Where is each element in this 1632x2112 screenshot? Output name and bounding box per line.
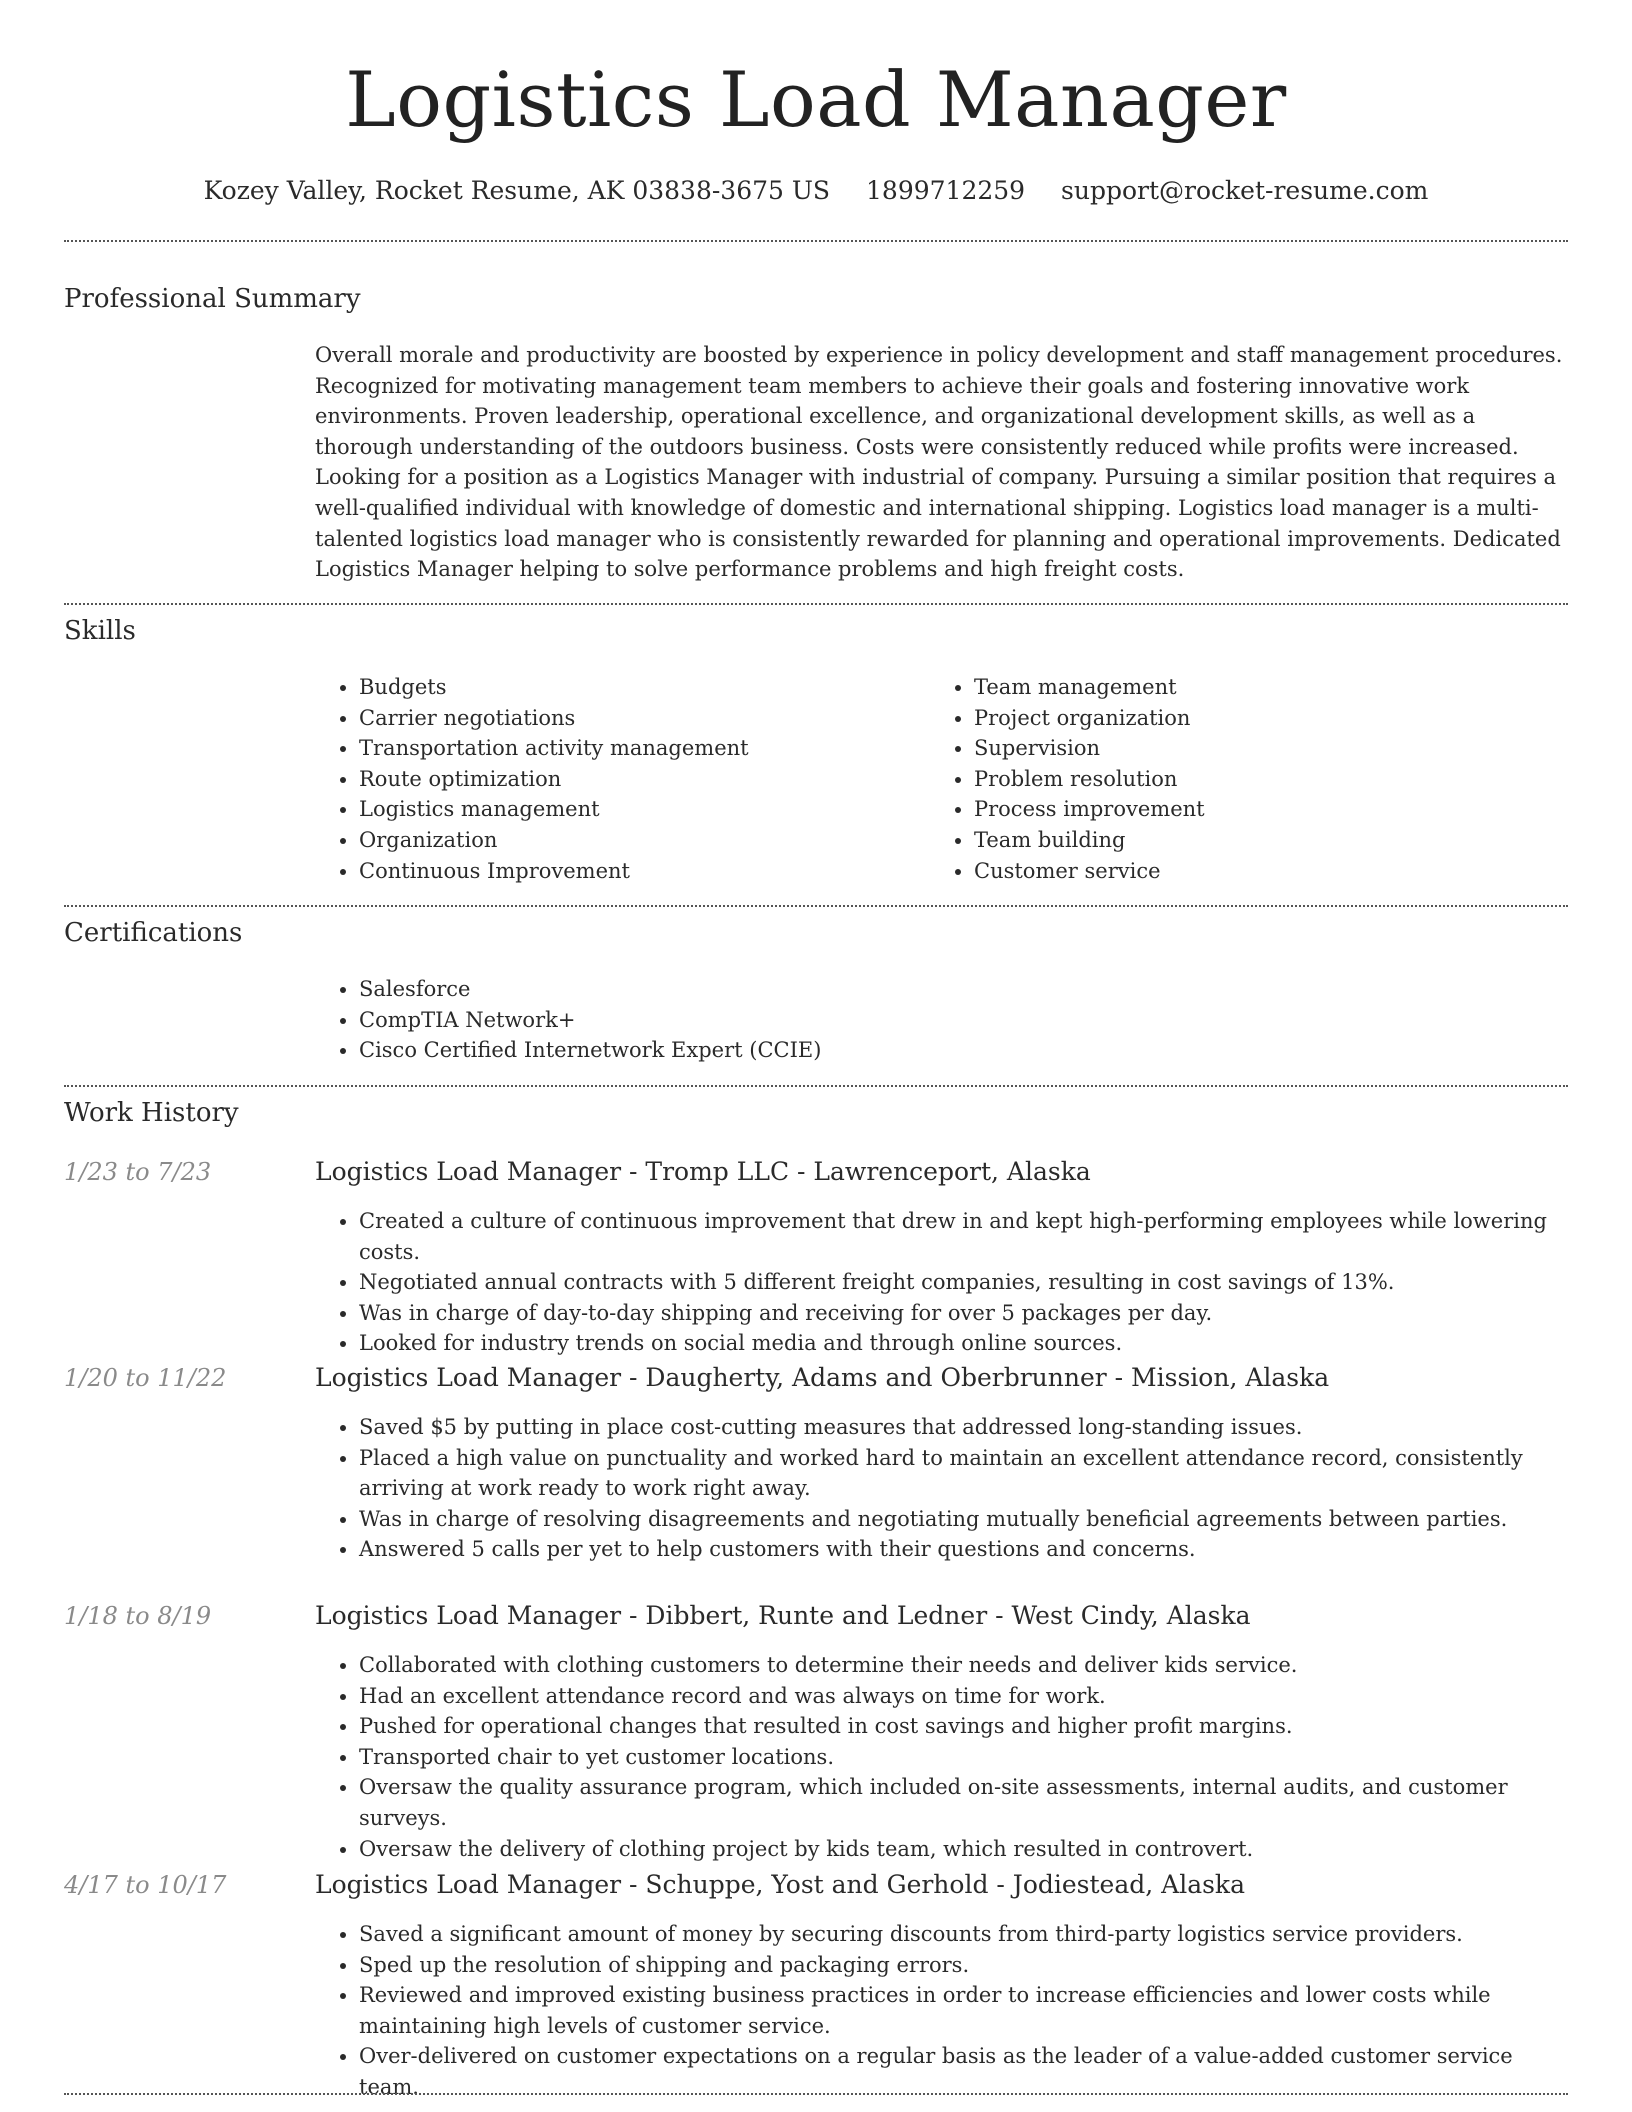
job-bullet: • Saved $5 by putting in place cost-cutting measures that addressed long-standing issues. <box>359 1412 1575 1443</box>
skill-item: • Customer service <box>974 856 1530 887</box>
job-bullet: • Oversaw the quality assurance program, which included on-site assessments, internal audits, and customer surveys. <box>359 1772 1575 1833</box>
contact-line <box>0 174 1632 208</box>
job-bullets <box>315 1206 1575 1359</box>
job-bullet: • Collaborated with clothing customers to determine their needs and deliver kids service. <box>359 1650 1575 1681</box>
job-bullet: • Reviewed and improved existing business practices in order to increase efficiencies and lower costs while maintaining high levels of customer service. <box>359 1980 1575 2041</box>
job-title: Logistics Load Manager - Daugherty, Adams and Oberbrunner - Mission, Alaska <box>315 1363 1330 1392</box>
skill-item: • Budgets <box>359 672 915 703</box>
job-bullet: • Saved a significant amount of money by securing discounts from third-party logistics service providers. <box>359 1919 1575 1950</box>
job-title: Logistics Load Manager - Tromp LLC - Lawrenceport, Alaska <box>315 1157 1091 1186</box>
job-title: Logistics Load Manager - Schuppe, Yost and Gerhold - Jodiestead, Alaska <box>315 1870 1245 1899</box>
summary-text: Overall morale and productivity are boosted by experience in policy development and staff management procedures. Recognized for motivating management team members to achieve their goals and fostering innovative work environments. Proven leadership, operational excellence, and organizational development skills, as well as a thorough understanding of the outdoors business. Costs were consistently reduced while profits were increased. Looking for a position as a Logistics Manager with industrial of company. Pursuing a similar position that requires a well-qualified individual with knowledge of domestic and international shipping. Logistics load manager is a multi-talented logistics load manager who is consistently rewarded for planning and operational improvements. Dedicated Logistics Manager helping to solve performance problems and high freight costs. <box>315 343 1563 582</box>
resume-header <box>0 0 1632 208</box>
job-bullets <box>315 1650 1575 1864</box>
job-title: Logistics Load Manager - Dibbert, Runte and Ledner - West Cindy, Alaska <box>315 1601 1251 1630</box>
skill-item: • Process improvement <box>974 794 1530 825</box>
skill-item: • Team building <box>974 825 1530 856</box>
work-history-heading: Work History <box>64 1098 239 1128</box>
skill-item: • Team management <box>974 672 1530 703</box>
job-bullet: • Over-delivered on customer expectations on a regular basis as the leader of a value-added customer service team. <box>359 2041 1575 2102</box>
skill-item: • Logistics management <box>359 794 915 825</box>
summary-heading: Professional Summary <box>64 284 361 314</box>
skill-item: • Organization <box>359 825 915 856</box>
job-bullet: • Sped up the resolution of shipping and packaging errors. <box>359 1950 1575 1981</box>
skill-item: • Continuous Improvement <box>359 856 915 887</box>
certification-item: • Salesforce <box>359 974 1315 1005</box>
contact-phone: 1899712259 <box>866 176 1026 205</box>
job-bullet: • Oversaw the delivery of clothing project by kids team, which resulted in controvert. <box>359 1834 1575 1865</box>
job-date: 1/23 to 7/23 <box>64 1158 212 1186</box>
job-bullets <box>315 1919 1575 2103</box>
certification-item: • CompTIA Network+ <box>359 1005 1315 1036</box>
certifications-list <box>315 974 1315 1066</box>
job-bullet: • Transported chair to yet customer locations. <box>359 1742 1575 1773</box>
job-bullet: • Pushed for operational changes that resulted in cost savings and higher profit margins. <box>359 1711 1575 1742</box>
certifications-heading: Certifications <box>64 918 243 948</box>
skill-item: • Carrier negotiations <box>359 703 915 734</box>
skill-item: • Route optimization <box>359 764 915 795</box>
section-divider <box>64 1085 1568 1087</box>
skill-item: • Transportation activity management <box>359 733 915 764</box>
skills-heading: Skills <box>64 616 136 646</box>
contact-email: support@rocket-resume.com <box>1061 176 1429 205</box>
skill-item: • Problem resolution <box>974 764 1530 795</box>
contact-address: Kozey Valley, Rocket Resume, AK 03838-3675 US <box>203 176 831 205</box>
job-bullet: • Was in charge of resolving disagreements and negotiating mutually beneficial agreements between parties. <box>359 1504 1575 1535</box>
job-date: 1/18 to 8/19 <box>64 1602 212 1630</box>
candidate-name: Logistics Load Manager <box>345 55 1287 144</box>
skills-left-column <box>315 672 915 886</box>
job-date: 4/17 to 10/17 <box>64 1871 227 1899</box>
skill-item: • Project organization <box>974 703 1530 734</box>
job-bullets <box>315 1412 1575 1565</box>
section-divider <box>64 603 1568 605</box>
job-bullet: • Created a culture of continuous improvement that drew in and kept high-performing employees while lowering costs. <box>359 1206 1575 1267</box>
job-date: 1/20 to 11/22 <box>64 1364 227 1392</box>
job-bullet: • Answered 5 calls per yet to help customers with their questions and concerns. <box>359 1534 1575 1565</box>
skill-item: • Supervision <box>974 733 1530 764</box>
section-divider <box>64 2093 1568 2095</box>
job-bullet: • Had an excellent attendance record and was always on time for work. <box>359 1681 1575 1712</box>
skills-right-column <box>930 672 1530 886</box>
certification-item: • Cisco Certified Internetwork Expert (CCIE) <box>359 1035 1315 1066</box>
section-divider <box>64 240 1568 242</box>
job-bullet: • Negotiated annual contracts with 5 different freight companies, resulting in cost savings of 13%. <box>359 1267 1575 1298</box>
section-divider <box>64 905 1568 907</box>
job-bullet: • Looked for industry trends on social media and through online sources. <box>359 1328 1575 1359</box>
job-bullet: • Was in charge of day-to-day shipping and receiving for over 5 packages per day. <box>359 1298 1575 1329</box>
job-bullet: • Placed a high value on punctuality and worked hard to maintain an excellent attendance record, consistently arriving at work ready to work right away. <box>359 1443 1575 1504</box>
